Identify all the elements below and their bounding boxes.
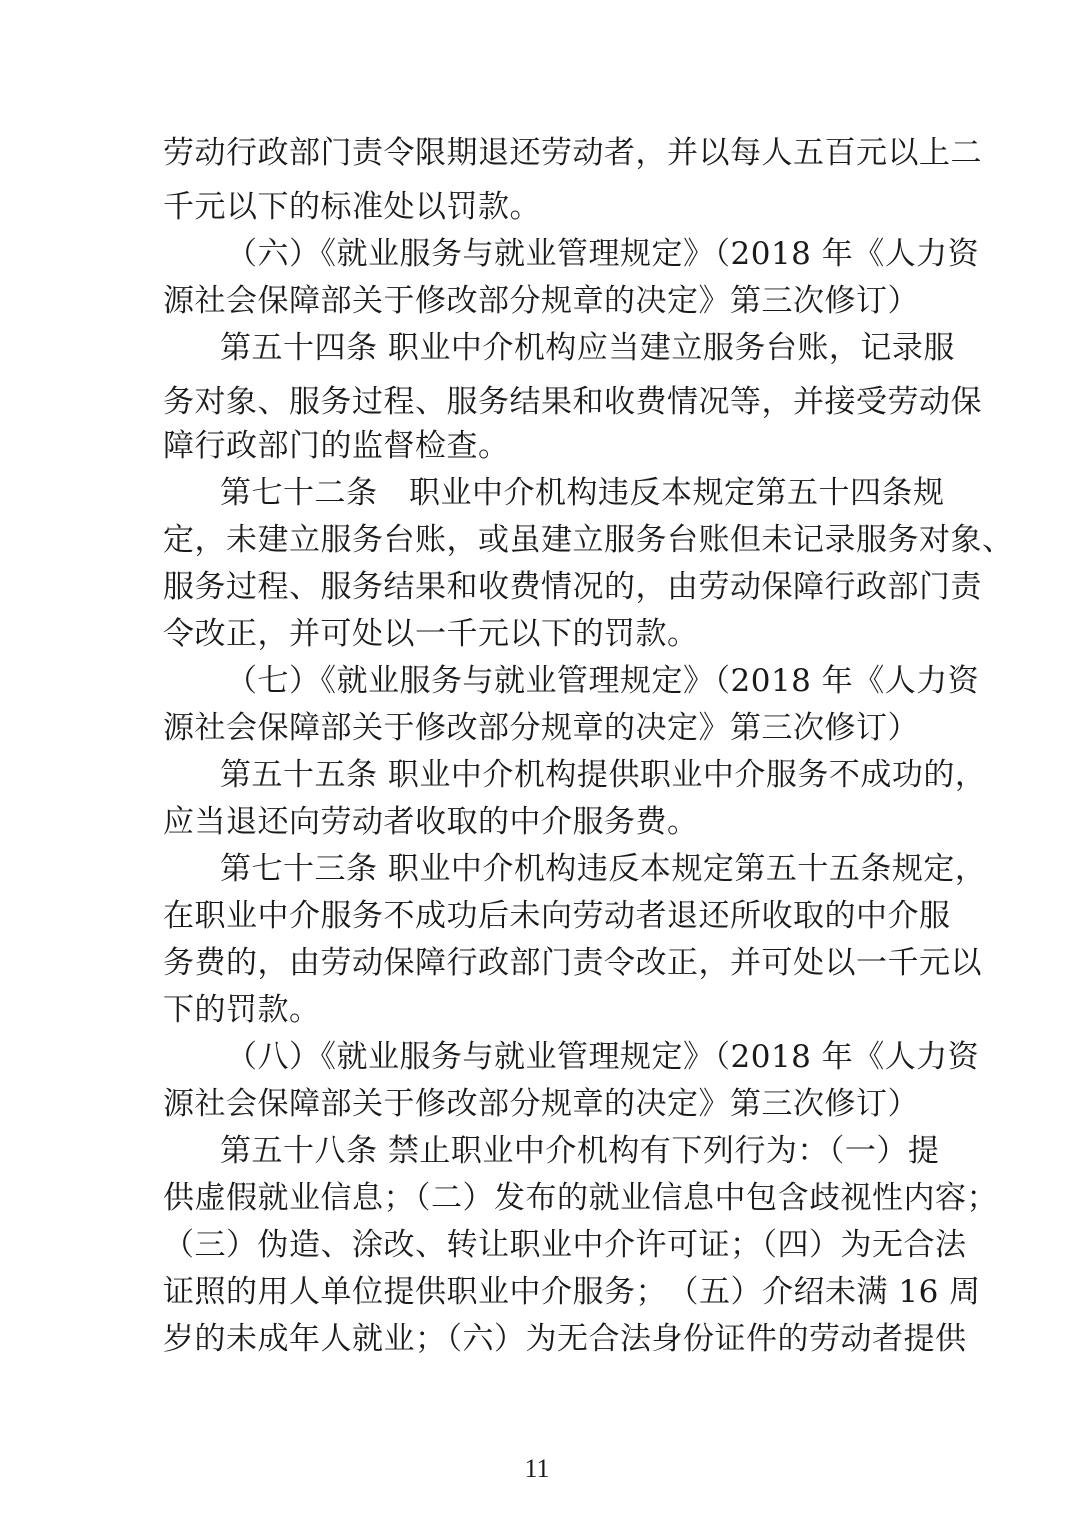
- text-line: 岁的未成年人就业；（六）为无合法身份证件的劳动者提供: [163, 1321, 967, 1357]
- text-line: 第七十二条 职业中介机构违反本规定第五十四条规: [220, 475, 945, 511]
- section-heading: （八）《就业服务与就业管理规定》（2018 年《人力资: [226, 1039, 980, 1075]
- text-line: 千元以下的标准处以罚款。: [163, 189, 541, 225]
- section-heading: 源社会保障部关于修改部分规章的决定》第三次修订）: [163, 710, 919, 746]
- text-line: 第五十八条 禁止职业中介机构有下列行为：（一）提: [220, 1133, 940, 1169]
- section-heading: 源社会保障部关于修改部分规章的决定》第三次修订）: [163, 1086, 919, 1122]
- text-line: 务费的，由劳动保障行政部门责令改正，并可处以一千元以: [163, 945, 982, 981]
- text-line: 令改正，并可处以一千元以下的罚款。: [163, 616, 699, 652]
- section-heading: （六）《就业服务与就业管理规定》（2018 年《人力资: [226, 236, 980, 272]
- section-heading: （七）《就业服务与就业管理规定》（2018 年《人力资: [226, 663, 980, 699]
- text-line: （三）伪造、涂改、转让职业中介许可证；（四）为无合法: [163, 1227, 967, 1263]
- page-number: 11: [524, 1454, 550, 1483]
- section-heading: 源社会保障部关于修改部分规章的决定》第三次修订）: [163, 283, 919, 319]
- text-line: 下的罚款。: [163, 992, 321, 1028]
- text-line: 定，未建立服务台账，或虽建立服务台账但未记录服务对象、: [163, 522, 1014, 558]
- text-line: 障行政部门的监督检查。: [163, 428, 510, 464]
- text-line: 供虚假就业信息；（二）发布的就业信息中包含歧视性内容；: [163, 1180, 998, 1216]
- text-line: 第五十五条 职业中介机构提供职业中介服务不成功的，: [220, 757, 987, 793]
- text-line: 劳动行政部门责令限期退还劳动者，并以每人五百元以上二: [163, 135, 982, 171]
- text-line: 应当退还向劳动者收取的中介服务费。: [163, 804, 699, 840]
- text-line: 在职业中介服务不成功后未向劳动者退还所收取的中介服: [163, 898, 951, 934]
- text-line: 证照的用人单位提供职业中介服务； （五）介绍未满 16 周: [163, 1274, 981, 1310]
- text-line: 第五十四条 职业中介机构应当建立服务台账，记录服: [220, 330, 955, 366]
- text-line: 务对象、服务过程、服务结果和收费情况等，并接受劳动保: [163, 384, 982, 420]
- text-line: 服务过程、服务结果和收费情况的，由劳动保障行政部门责: [163, 569, 982, 605]
- text-line: 第七十三条 职业中介机构违反本规定第五十五条规定，: [220, 851, 987, 887]
